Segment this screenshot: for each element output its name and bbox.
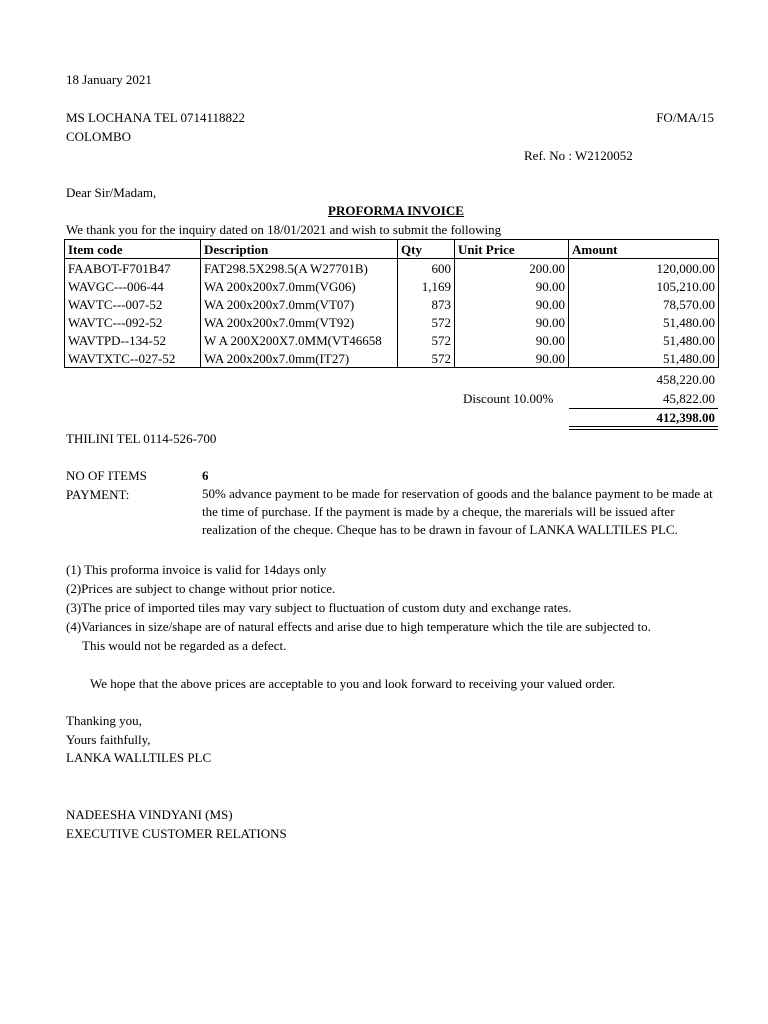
intro-text: We thank you for the inquiry dated on 18/01/2021 and wish to submit the following <box>66 222 502 237</box>
items-count-label: NO OF ITEMS <box>66 468 147 483</box>
description-cell: W A 200X200X7.0MM(VT46658 <box>201 331 398 349</box>
document-title: PROFORMA INVOICE <box>328 203 464 218</box>
total-double-underline-bottom <box>569 429 718 430</box>
items-table <box>64 239 719 368</box>
description-cell: WA 200x200x7.0mm(IT27) <box>201 349 398 368</box>
qty-cell: 572 <box>398 331 455 349</box>
signatory-name: NADEESHA VINDYANI (MS) <box>66 807 233 822</box>
unit-price-cell: 90.00 <box>455 313 569 331</box>
amount-cell: 120,000.00 <box>569 259 719 278</box>
header-amount: Amount <box>569 240 719 259</box>
item-code-cell: WAVTC---092-52 <box>65 313 201 331</box>
table-row <box>65 313 719 331</box>
unit-price-cell: 200.00 <box>455 259 569 278</box>
grand-total-value: 412,398.00 <box>656 410 715 425</box>
amount-cell: 51,480.00 <box>569 349 719 368</box>
description-cell: WA 200x200x7.0mm(VT92) <box>201 313 398 331</box>
subtotal-divider <box>569 408 718 409</box>
item-code-cell: WAVGC---006-44 <box>65 277 201 295</box>
header-unit-price: Unit Price <box>455 240 569 259</box>
qty-cell: 572 <box>398 313 455 331</box>
table-header-row <box>65 240 719 259</box>
document-code: FO/MA/15 <box>656 110 714 125</box>
unit-price-cell: 90.00 <box>455 331 569 349</box>
customer-name: MS LOCHANA TEL 0714118822 <box>66 110 245 125</box>
qty-cell: 1,169 <box>398 277 455 295</box>
payment-terms: 50% advance payment to be made for reservation of goods and the balance payment to be made at the time of purchase. If the payment is made by a cheque, the marerials will be issued after realization of the cheque. Cheque has to be drawn in favour of LANKA WALLTILES PLC. <box>202 486 713 537</box>
qty-cell: 873 <box>398 295 455 313</box>
header-qty: Qty <box>398 240 455 259</box>
unit-price-cell: 90.00 <box>455 277 569 295</box>
item-code-cell: WAVTPD--134-52 <box>65 331 201 349</box>
description-cell: FAT298.5X298.5(A W27701B) <box>201 259 398 278</box>
table-row <box>65 259 719 278</box>
description-cell: WA 200x200x7.0mm(VT07) <box>201 295 398 313</box>
closing-note: We hope that the above prices are acceptable to you and look forward to receiving your valued order. <box>90 676 616 691</box>
table-row <box>65 295 719 313</box>
sign-off-thanks: Thanking you, <box>66 713 142 728</box>
note-4-continued: This would not be regarded as a defect. <box>66 638 287 653</box>
header-description: Description <box>201 240 398 259</box>
note-3: (3)The price of imported tiles may vary subject to fluctuation of custom duty and exchange rates. <box>66 600 572 615</box>
invoice-date: 18 January 2021 <box>66 72 152 87</box>
table-row <box>65 349 719 368</box>
payment-label: PAYMENT: <box>66 487 130 502</box>
sign-off-faithfully: Yours faithfully, <box>66 732 151 747</box>
salutation: Dear Sir/Madam, <box>66 185 157 200</box>
items-count-value: 6 <box>202 468 209 483</box>
signatory-title: EXECUTIVE CUSTOMER RELATIONS <box>66 826 287 841</box>
header-item-code: Item code <box>65 240 201 259</box>
qty-cell: 572 <box>398 349 455 368</box>
reference-number: Ref. No : W2120052 <box>524 148 633 163</box>
contact-line: THILINI TEL 0114-526-700 <box>66 431 217 446</box>
discount-label: Discount 10.00% <box>463 391 554 406</box>
discount-value: 45,822.00 <box>663 391 715 406</box>
amount-cell: 78,570.00 <box>569 295 719 313</box>
qty-cell: 600 <box>398 259 455 278</box>
unit-price-cell: 90.00 <box>455 295 569 313</box>
description-cell: WA 200x200x7.0mm(VG06) <box>201 277 398 295</box>
customer-city: COLOMBO <box>66 129 132 144</box>
table-row <box>65 331 719 349</box>
item-code-cell: WAVTXTC--027-52 <box>65 349 201 368</box>
note-1: (1) This proforma invoice is valid for 14days only <box>66 562 327 577</box>
company-name: LANKA WALLTILES PLC <box>66 750 212 765</box>
note-4: (4)Variances in size/shape are of natural effects and arise due to high temperature which the tile are subjected to. <box>66 619 651 634</box>
subtotal-value: 458,220.00 <box>656 372 715 387</box>
amount-cell: 105,210.00 <box>569 277 719 295</box>
unit-price-cell: 90.00 <box>455 349 569 368</box>
table-row <box>65 277 719 295</box>
amount-cell: 51,480.00 <box>569 313 719 331</box>
item-code-cell: FAABOT-F701B47 <box>65 259 201 278</box>
note-2: (2)Prices are subject to change without prior notice. <box>66 581 336 596</box>
amount-cell: 51,480.00 <box>569 331 719 349</box>
item-code-cell: WAVTC---007-52 <box>65 295 201 313</box>
total-double-underline-top <box>569 426 718 427</box>
